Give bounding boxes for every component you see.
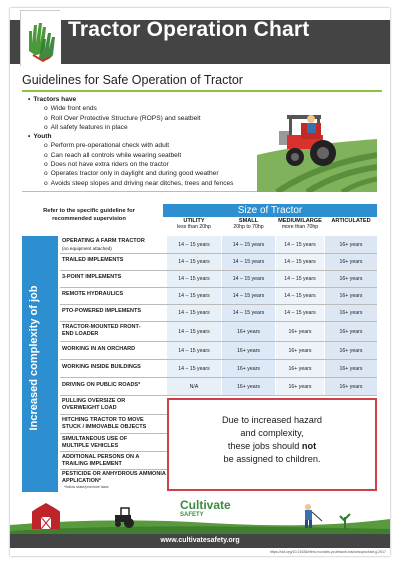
table-cell: N/A [189,384,199,390]
table-cell: 14 – 15 years [232,276,265,282]
table-row [60,378,377,396]
footnote: *follow state/province laws [64,485,109,489]
column-header-articulated [325,218,377,235]
guideline-item: o Wide front ends [28,104,377,113]
column-header-small [222,218,275,235]
table-cell: 16+ years [339,366,363,372]
guideline-item: o Roll Over Protective Structure (ROPS) and seatbelt [28,114,377,123]
subtitle-rule [22,90,382,92]
task-name: ADDITIONAL PERSONS ON A TRAILING IMPLEMENT [62,454,140,467]
guideline-group-title: • Youth [28,132,377,141]
table-cell: 14 – 15 years [284,259,316,265]
table-cell: 14 – 15 years [232,293,265,299]
table-cell: 14 – 15 years [284,276,316,282]
table-cell: 14 – 15 years [284,293,316,299]
hazard-line: and complexity, [240,428,304,438]
guideline-group-title: • Tractors have [28,95,377,104]
table-row [60,271,377,288]
table-cell: 16+ years [288,366,312,372]
column-header-sub: less than 20hp [177,224,211,230]
table-row [60,322,377,342]
table-cell: 16+ years [339,329,363,335]
table-cell: 14 – 15 years [232,242,265,248]
table-cell: 14 – 15 years [178,293,210,299]
table-cell: 14 – 15 years [178,310,210,316]
guideline-item: o Avoids steep slopes and driving near ditches, trees and fences [28,179,377,188]
column-header-label: MEDIUM/LARGE [278,218,322,224]
table-row [60,342,377,360]
footer-url-link[interactable]: www.cultivatesafety.org [160,537,240,544]
task-name: HITCHING TRACTOR TO MOVE STUCK / IMMOVABLE OBJECTS [62,417,147,430]
table-cell: 14 – 15 years [284,242,316,248]
tractor-silhouette-icon [115,508,134,528]
column-header-label: ARTICULATED [331,218,371,224]
complexity-label: Increased complexity of job [28,285,40,431]
hazard-line [169,440,375,453]
table-cell: 14 – 15 years [232,310,265,316]
table-cell: 16+ years [237,366,260,372]
column-header-medium-large [276,218,324,235]
task-name: 3-POINT IMPLEMENTS [62,274,122,280]
barn-icon [30,501,62,529]
size-of-tractor-header: Size of Tractor [163,204,377,217]
hazard-text: these jobs should [227,441,302,451]
hazard-warning-box [167,398,377,491]
task-name: PULLING OVERSIZE OR OVERWEIGHT LOAD [62,398,126,411]
supervision-note: Refer to the specific guideline for recommended supervision [43,208,135,222]
task-name: TRAILED IMPLEMENTS [62,257,124,263]
guideline-item: o All safety features in place [28,123,377,132]
task-name: SIMULTANEOUS USE OF MULTIPLE VEHICLES [62,436,128,449]
table-row [60,254,377,271]
table-cell: 16+ years [339,242,363,248]
task-name: WORKING INSIDE BUILDINGS [62,364,141,370]
farmer-icon [305,504,322,528]
page-title: Tractor Operation Chart [68,18,310,41]
table-cell: 16+ years [237,384,260,390]
brand-line1: Cultivate [180,498,231,512]
column-header-label: UTILITY [183,218,205,224]
table-cell: 16+ years [237,329,260,335]
task-name: DRIVING ON PUBLIC ROADS* [62,382,141,388]
task-name: PESTICIDE OR ANHYDROUS AMMONIA APPLICATION* [62,471,166,484]
table-row [60,360,377,378]
document-page [10,8,390,556]
table-cell: 14 – 15 years [178,276,210,282]
table-row [60,236,377,254]
table-cell: 14 – 15 years [178,329,210,335]
guideline-item: o Does not have extra riders on the tractor [28,160,377,169]
guideline-item: o Perform pre-operational check with adult [28,141,377,150]
task-name: OPERATING A FARM TRACTOR [62,238,145,244]
table-cell: 14 – 15 years [178,242,210,248]
table-cell: 14 – 15 years [284,310,316,316]
column-header-label: SMALL [238,218,259,224]
hazard-emphasis: not [301,441,317,451]
column-header-utility [167,218,221,235]
table-cell: 14 – 15 years [232,259,265,265]
hazard-line: Due to increased hazard [221,415,323,425]
task-name: TRACTOR-MOUNTED FRONT-END LOADER [62,324,141,337]
section-subtitle: Guidelines for Safe Operation of Tractor [22,73,243,87]
table-cell: 14 – 15 years [178,259,210,265]
task-name: WORKING IN AN ORCHARD [62,346,136,352]
table-cell: 16+ years [339,348,363,354]
doi-citation: https://doi.org/10.21636/nfmc.nccrahs.youthwork.tractorsopschart.g.2017 [269,550,386,554]
table-cell: 16+ years [339,293,363,299]
task-name: PTO-POWERED IMPLEMENTS [62,308,142,314]
table-cell: 14 – 15 years [178,366,210,372]
column-header-sub: more than 70hp [281,224,319,230]
hands-logo-icon [21,11,61,67]
task-name: REMOTE HYDRAULICS [62,291,124,297]
table-row [60,288,377,305]
tractor-field-illustration [257,95,377,192]
cultivate-safety-logo [180,498,231,518]
table-cell: 14 – 15 years [178,348,210,354]
table-cell: 16+ years [237,348,260,354]
table-row [60,305,377,322]
table-cell: 16+ years [339,259,363,265]
table-cell: 16+ years [339,310,363,316]
guidelines-box [22,95,377,192]
table-cell: 16+ years [288,348,312,354]
table-cell: 16+ years [339,276,363,282]
brand-line2: SAFETY [180,512,204,518]
guideline-item: o Operates tractor only in daylight and during good weather [28,169,377,178]
guideline-item: o Can reach all controls while wearing seatbelt [28,151,377,160]
table-cell: 16+ years [288,384,312,390]
task-subtext: (no equipment attached) [62,246,112,251]
column-header-sub: 20hp to 70hp [233,224,264,230]
task-label [62,238,164,253]
table-cell: 16+ years [288,329,312,335]
hazard-line: be assigned to children. [223,454,321,464]
table-cell: 16+ years [339,384,363,390]
logo [20,10,60,66]
